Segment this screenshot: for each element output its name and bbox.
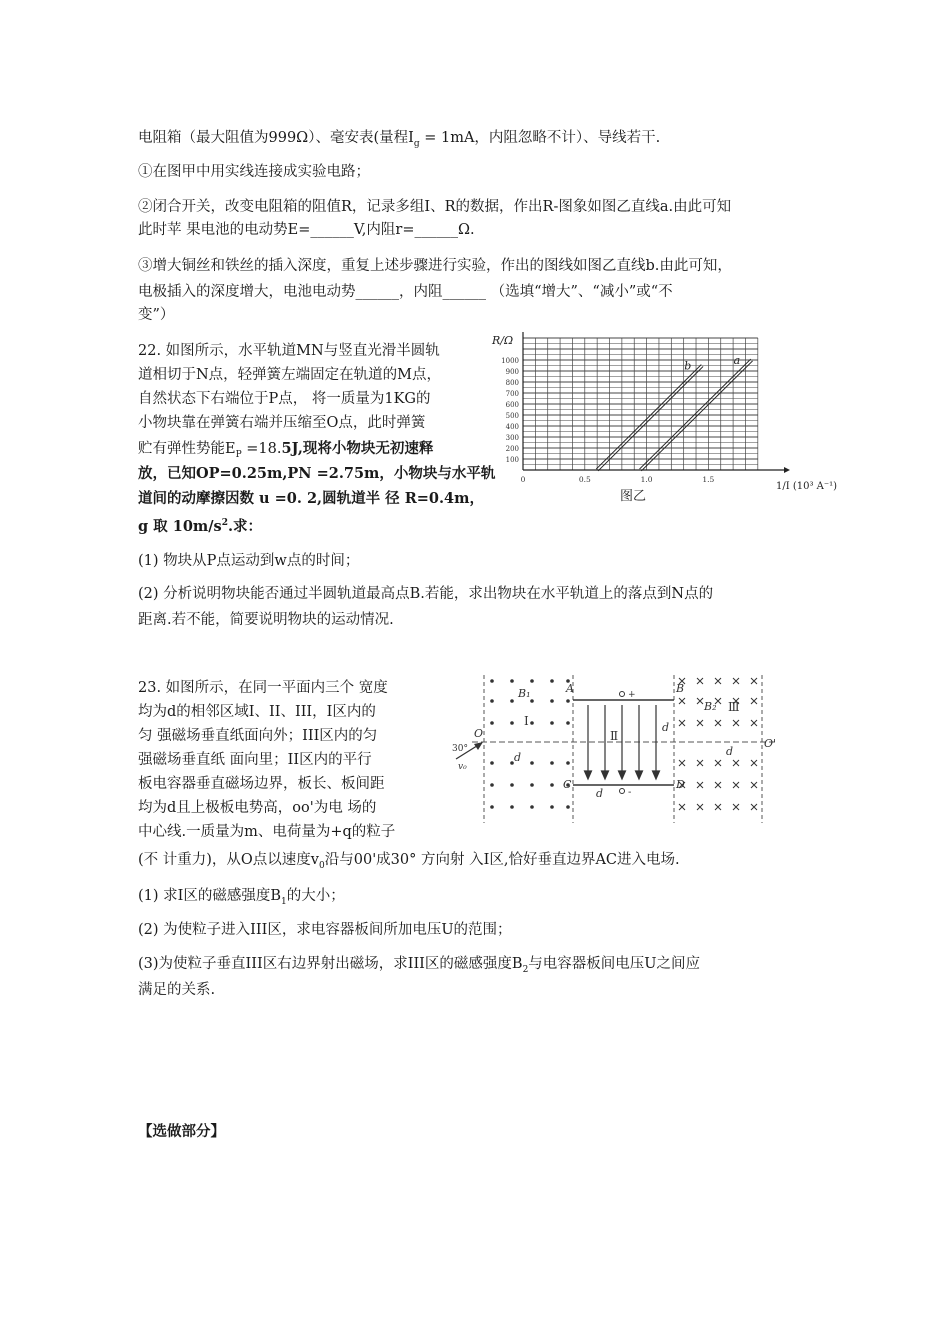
y-tick-label: 700	[505, 390, 519, 398]
field-cross	[733, 760, 739, 766]
field-dot	[490, 761, 494, 765]
label-d-region-iii: d	[726, 745, 734, 758]
field-dot	[566, 699, 570, 703]
field-dot	[510, 699, 514, 703]
field-cross	[697, 782, 703, 788]
field-cross	[679, 720, 685, 726]
field-dot	[510, 721, 514, 725]
field-cross	[697, 760, 703, 766]
label-v0: v₀	[458, 762, 467, 772]
field-cross	[715, 782, 721, 788]
text-line-1: 电阻箱（最大阻值为999Ω）、毫安表(量程$I_g = 1mA$，内阻忽略不计）、导线若干.	[138, 130, 661, 149]
field-dot	[566, 761, 570, 765]
chart-title: 图乙	[620, 489, 647, 504]
y-tick-label: 1000	[501, 357, 519, 365]
series-line-a-edge	[639, 359, 750, 469]
label-c: C	[563, 778, 572, 791]
q22-line-5: 贮有弹性势能$E_P =18.5J$,现将小物块无初速释	[138, 440, 434, 460]
x-tick-label: 0.5	[578, 475, 591, 484]
chart-grid	[523, 338, 758, 470]
field-cross	[697, 678, 703, 684]
field-cross	[751, 720, 757, 726]
label-d-region-i: d	[514, 751, 522, 764]
y-tick-label: 800	[505, 379, 519, 387]
field-dot	[550, 761, 554, 765]
q22-line-4: 小物块靠在弹簧右端并压缩至O点，此时弹簧	[138, 415, 426, 431]
field-cross	[751, 678, 757, 684]
text-line-7: 变”）	[138, 307, 175, 323]
label-b1: B₁	[518, 687, 531, 700]
field-dot	[566, 805, 570, 809]
field-cross	[733, 782, 739, 788]
field-cross	[679, 698, 685, 704]
graph-yi-chart	[488, 330, 838, 505]
field-dot	[530, 761, 534, 765]
label-angle: 30°	[452, 744, 468, 754]
upper-terminal	[620, 692, 625, 697]
field-dot	[550, 699, 554, 703]
lower-terminal	[620, 789, 625, 794]
field-dot	[530, 805, 534, 809]
q23-line-7: 中心线.一质量为m、电荷量为+q的粒子	[138, 824, 396, 840]
field-cross	[697, 804, 703, 810]
label-d-point: D	[676, 778, 685, 791]
region-iii-field-crosses	[679, 678, 757, 810]
field-cross	[751, 804, 757, 810]
field-cross	[751, 760, 757, 766]
series-line-a	[641, 361, 752, 471]
y-tick-label: 500	[505, 412, 519, 420]
q23-line-6: 均为d且上极板电势高，oo'为电 场的	[138, 800, 377, 816]
label-region-ii: Ⅱ	[610, 729, 619, 743]
label-region-iii: Ⅲ	[728, 700, 740, 714]
x-tick-label: 1.0	[640, 475, 653, 484]
field-cross	[715, 720, 721, 726]
q23-sub-3a: (3)为使粒子垂直III区右边界射出磁场，求III区的磁感强度$B_2$与电容器板间电压U之间应	[138, 956, 701, 975]
field-dot	[530, 679, 534, 683]
text-line-5: ③增大铜丝和铁丝的插入深度，重复上述步骤进行实验，作出的图线如图乙直线b.由此可知，	[138, 258, 732, 274]
q22-line-8: g 取 $10m/s^2$.求：	[138, 517, 263, 535]
field-dot	[490, 721, 494, 725]
x-tick-label: 1.5	[702, 475, 715, 484]
field-dot	[566, 721, 570, 725]
q23-line-8: (不 计重力)，从O点以速度$v_0$沿与00'成30° 方向射 入I区,恰好垂直边界AC进入电场.	[138, 852, 680, 871]
series-label-a: a	[733, 354, 741, 367]
q22-line-1: 22. 如图所示，水平轨道MN与竖直光滑半圆轨	[138, 343, 440, 359]
y-tick-label: 300	[505, 434, 519, 442]
field-dot	[550, 721, 554, 725]
chart-ylabel: R/Ω	[492, 334, 514, 347]
q23-line-5: 板电容器垂直磁场边界，板长、板间距	[138, 776, 385, 792]
field-cross	[715, 760, 721, 766]
label-d-plate-gap: d	[662, 721, 670, 734]
field-cross	[751, 782, 757, 788]
x-tick-label: 0	[520, 475, 526, 484]
y-tick-label: 200	[505, 445, 519, 453]
q23-sub-2: (2) 为使粒子进入III区，求电容器板间所加电压U的范围；	[138, 922, 512, 938]
label-region-i: Ⅰ	[524, 714, 529, 728]
label-minus: -	[628, 787, 632, 798]
optional-section-heading: 【选做部分】	[138, 1123, 225, 1140]
q22-sub-2b: 距离.若不能，简要说明物块的运动情况.	[138, 612, 394, 628]
field-dot	[530, 699, 534, 703]
chart-xlabel: 1/I (10³ A⁻¹)	[776, 481, 838, 492]
label-b2: B₂	[704, 700, 717, 713]
text-line-2: ①在图甲中用实线连接成实验电路；	[138, 164, 370, 180]
q23-line-3: 匀 强磁场垂直纸面向外；III区内的匀	[138, 728, 378, 744]
field-dot	[550, 679, 554, 683]
magnetic-field-diagram	[450, 667, 790, 837]
field-cross	[679, 760, 685, 766]
field-dot	[490, 699, 494, 703]
field-dot	[510, 783, 514, 787]
field-dot	[490, 679, 494, 683]
label-o-prime: O'	[764, 737, 777, 750]
q22-line-7: 道间的动摩擦因数 u =0. 2,圆轨道半 径 R=0.4m，	[138, 490, 484, 507]
y-tick-label: 600	[505, 401, 519, 409]
x-axis-arrow	[784, 467, 790, 473]
q23-line-1: 23. 如图所示，在同一平面内三个 宽度	[138, 680, 388, 696]
q23-sub-3b: 满足的关系.	[138, 982, 216, 998]
label-o: O	[474, 727, 484, 740]
q23-line-2: 均为d的相邻区域I、II、III，I区内的	[138, 704, 376, 720]
series-label-b: b	[684, 359, 692, 373]
field-dot	[490, 805, 494, 809]
text-line-4: 此时苹 果电池的电动势E=______V,内阻r=______Ω.	[138, 222, 475, 238]
label-d-plate-length: d	[596, 787, 604, 800]
field-cross	[697, 720, 703, 726]
y-tick-label: 100	[505, 456, 519, 464]
q22-line-6: 放，已知OP=0.25m,PN =2.75m，小物块与水平轨	[138, 465, 496, 482]
label-plus: +	[628, 690, 636, 700]
velocity-arrowhead	[474, 742, 483, 750]
q22-line-3: 自然状态下右端位于P点， 将一质量为1KG的	[138, 391, 431, 407]
q23-line-4: 强磁场垂直纸 面向里；II区内的平行	[138, 752, 372, 768]
field-cross	[733, 720, 739, 726]
field-dot	[510, 679, 514, 683]
field-dot	[510, 805, 514, 809]
field-cross	[679, 804, 685, 810]
y-tick-label: 400	[505, 423, 519, 431]
field-cross	[733, 804, 739, 810]
y-tick-label: 900	[505, 368, 519, 376]
field-dot	[530, 721, 534, 725]
field-dot	[530, 783, 534, 787]
q22-line-2: 道相切于N点，轻弹簧左端固定在轨道的M点，	[138, 367, 442, 383]
label-b: B	[676, 682, 685, 695]
field-cross	[733, 678, 739, 684]
field-dot	[550, 783, 554, 787]
field-cross	[715, 678, 721, 684]
q23-sub-1: (1) 求I区的磁感强度$B_1$的大小；	[138, 888, 345, 907]
field-cross	[751, 698, 757, 704]
field-cross	[715, 804, 721, 810]
q22-sub-2a: (2) 分析说明物块能否通过半圆轨道最高点B.若能，求出物块在水平轨道上的落点到N点的	[138, 586, 714, 602]
text-line-6: 电极插入的深度增大，电池电动势______，内阻______ （选填“增大”、“减小”或“不	[138, 284, 673, 300]
label-a: A	[566, 682, 574, 695]
field-dot	[550, 805, 554, 809]
q22-sub-1: (1) 物块从P点运动到w点的时间；	[138, 553, 360, 569]
field-cross	[697, 698, 703, 704]
field-dot	[490, 783, 494, 787]
text-line-3: ②闭合开关，改变电阻箱的阻值R，记录多组I、R的数据，作出R-图象如图乙直线a.由此可知	[138, 199, 732, 215]
